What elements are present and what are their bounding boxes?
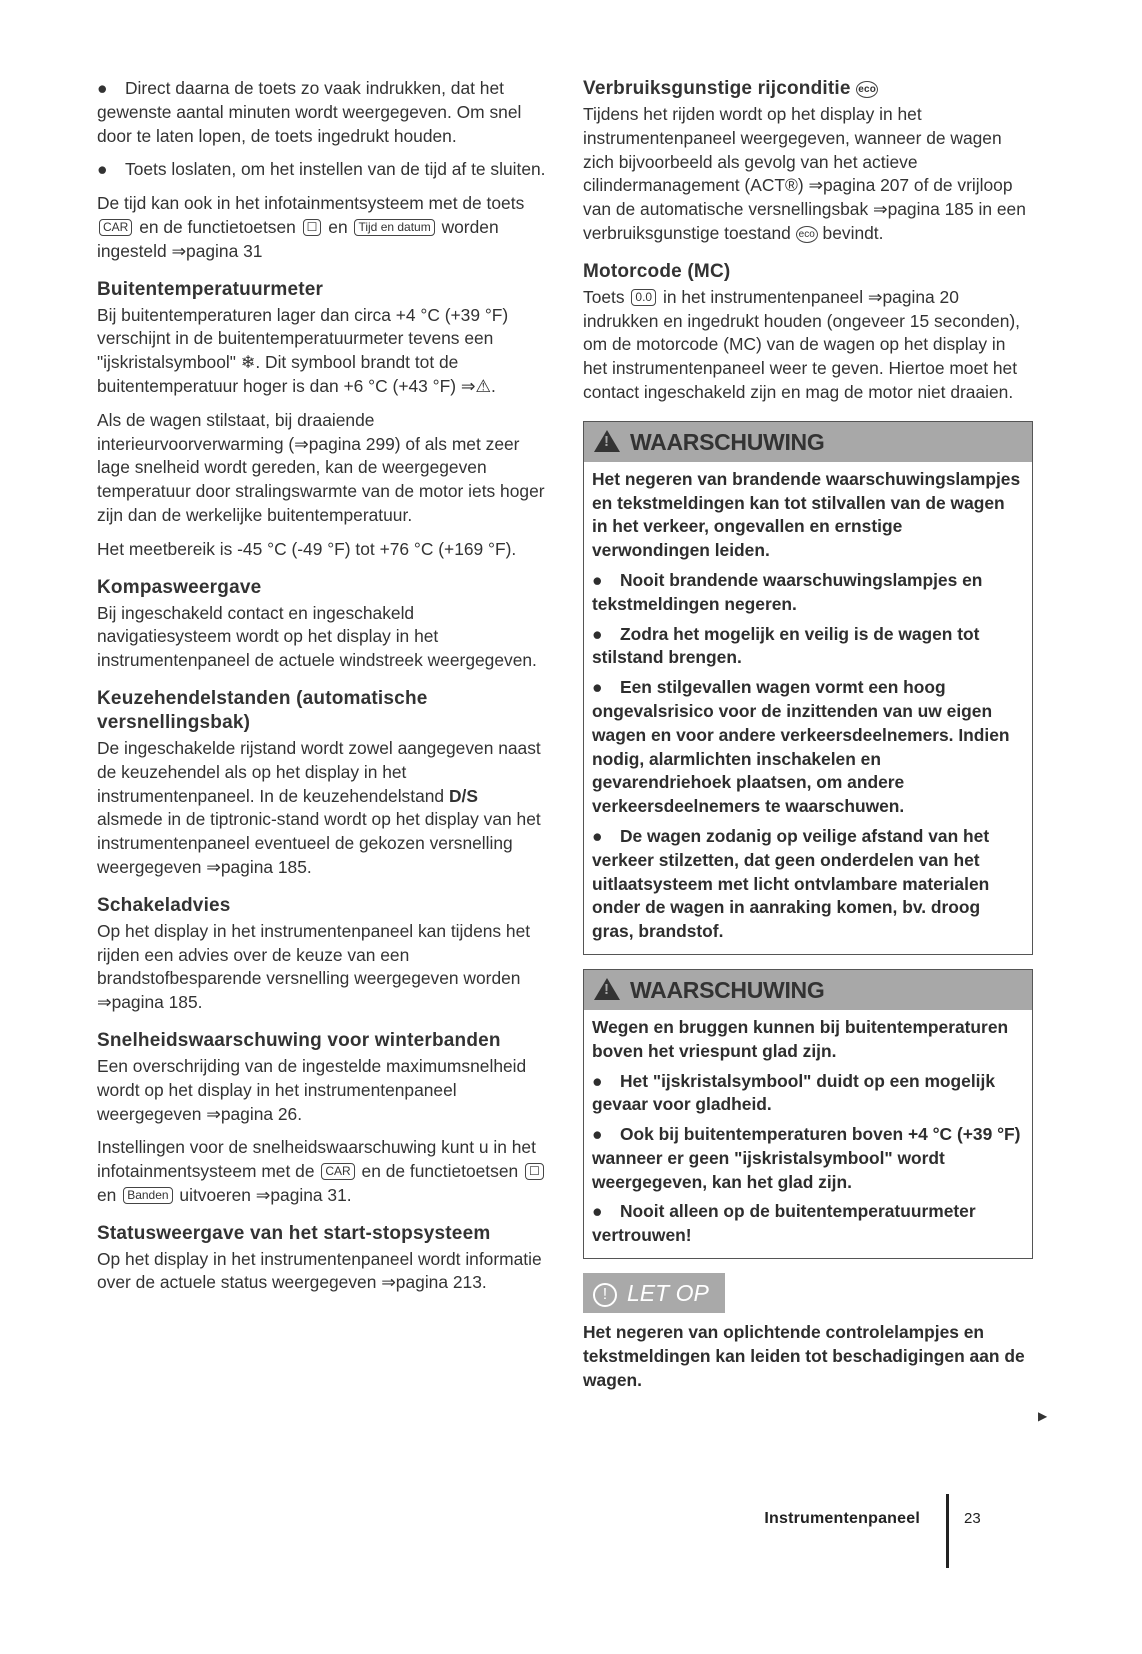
paragraph: Instellingen voor de snelheidswaarschuwing kunt u in het infotainmentsysteem met de CAR en de functietoetsen ☐ en Banden uitvoeren ⇒pagina 31. — [97, 1136, 547, 1207]
function-key-icon: ☐ — [303, 219, 322, 236]
paragraph: Tijdens het rijden wordt op het display in het instrumentenpaneel weergegeven, wanneer de wagen zich bijvoorbeeld als gevolg van het actieve cilindermanagement (ACT®) ⇒pagina 207 of de vrijloop van de automatische versnellingsbak ⇒pagina 185 in een verbruiksgunstige toestand eco bevindt. — [583, 104, 1026, 243]
footer-section-title: Instrumentenpaneel — [764, 1510, 920, 1527]
car-key-icon: CAR — [321, 1163, 354, 1180]
paragraph: Een overschrijding van de ingestelde maximumsnelheid wordt op het display in het instrumentenpaneel weergegeven ⇒pagina 26. — [97, 1055, 527, 1124]
continue-arrow-icon: ▶ — [1038, 1409, 1048, 1423]
warning-header: !WAARSCHUWING — [584, 970, 1032, 1010]
notice-header: ! LET OP — [583, 1273, 725, 1313]
tijd-datum-key: Tijd en datum — [354, 219, 434, 236]
trip-reset-key-icon: 0.0 — [631, 289, 656, 306]
bullet-item: ● Direct daarna de toets zo vaak indrukken, dat het gewenste aantal minuten wordt weergegeven. Om snel door te laten lopen, de toets ingedrukt houden. — [97, 78, 522, 146]
page-number: 23 — [964, 1510, 981, 1527]
paragraph: Het meetbereik is -45 °C (-49 °F) tot +76 °C (+169 °F). — [97, 538, 517, 559]
warning-box — [583, 969, 1033, 1259]
heading-kompasweergave: Kompasweergave — [97, 576, 262, 598]
paragraph: Op het display in het instrumentenpaneel wordt informatie over de actuele status weergegeven ⇒pagina 213. — [97, 1248, 542, 1293]
function-key-icon: ☐ — [525, 1163, 544, 1180]
paragraph: Toets 0.0 in het instrumentenpaneel ⇒pagina 20 indrukken en ingedrukt houden (ongeveer 15 seconden), om de motorcode (MC) van de wagen op het display in het instrumentenpaneel weer te geven. Hiertoe moet het contact ingeschakeld zijn en mag de motor niet draaien. — [583, 286, 1021, 402]
warning-header: !WAARSCHUWING — [584, 422, 1032, 462]
footer-divider — [946, 1494, 949, 1568]
bullet-text: Toets loslaten, om het instellen van de tijd af te sluiten. — [125, 159, 546, 180]
bullet-item: ● Zodra het mogelijk en veilig is de wagen tot stilstand brengen. — [592, 623, 980, 668]
paragraph: Bij buitentemperaturen lager dan circa +4 °C (+39 °F) verschijnt in de buitentemperatuurmeter tevens een "ijskristalsymbool" ❄. Dit symbool brandt tot de buitentemperatuur hoger is dan +6 °C (+43 °F) ⇒⚠. — [97, 304, 509, 396]
left-column — [97, 77, 547, 1305]
bullet-item: ● Nooit brandende waarschuwingslampjes en tekstmeldingen negeren. — [592, 569, 983, 614]
bullet-item: ● Ook bij buitentemperaturen boven +4 °C (+39 °F) wanneer er geen "ijskristalsymbool" wordt weergegeven, kan het glad zijn. — [592, 1124, 1021, 1192]
heading-buitentemperatuurmeter: Buitentemperatuurmeter — [97, 278, 324, 300]
eco-icon: eco — [856, 81, 878, 98]
heading-keuzehendelstanden: Keuzehendelstanden (automatische versnellingsbak) — [97, 687, 428, 733]
right-column — [583, 77, 1033, 1402]
heading-verbruiksgunstig: Verbruiksgunstige rijconditie eco — [583, 77, 1033, 101]
paragraph: De tijd kan ook in het infotainmentsysteem met de toets CAR en de functietoetsen ☐ en Tijd en datum worden ingesteld ⇒pagina 31 — [97, 193, 525, 261]
banden-key: Banden — [123, 1187, 172, 1204]
bullet-item: ● Nooit alleen op de buitentemperatuurmeter vertrouwen! — [592, 1201, 976, 1246]
bullet-item: ● Een stilgevallen wagen vormt een hoog ongevalsrisico voor de inzittenden van uw eigen wagen en voor andere verkeersdeelnemers. Indien nodig, alarmlichten inschakelen en gevarendriehoek plaatsen, om andere verkeersdeelnemers te waarschuwen. — [592, 677, 1010, 817]
paragraph: Op het display in het instrumentenpaneel kan tijdens het rijden een advies over de keuze van een brandstofbesparende versnelling weergegeven worden ⇒pagina 185. — [97, 920, 531, 1013]
notice-text: Het negeren van oplichtende controlelampjes en tekstmeldingen kan leiden tot beschadigingen aan de wagen. — [583, 1322, 1025, 1390]
warning-triangle-icon — [594, 430, 620, 452]
heading-statusweergave: Statusweergave van het start-stopsysteem — [97, 1222, 491, 1244]
paragraph: Bij ingeschakeld contact en ingeschakeld navigatiesysteem wordt op het display in het instrumentenpaneel de actuele windstreek weergegeven. — [97, 602, 537, 671]
paragraph: De ingeschakelde rijstand wordt zowel aangegeven naast de keuzehendel als op het display in het instrumentenpaneel. In de keuzehendelstand D/S alsmede in de tiptronic-stand wordt op het display van het instrumentenpaneel eventueel de gekozen versnelling weergegeven ⇒pagina 185. — [97, 737, 541, 877]
car-key-icon: CAR — [99, 219, 132, 236]
warning-triangle-icon — [594, 978, 620, 1000]
paragraph: Als de wagen stilstaat, bij draaiende interieurvoorverwarming (⇒pagina 299) of als met zeer lage snelheid wordt gereden, kan de weergegeven temperatuur door stralingswarmte van de motor iets hoger zijn dan de werkelijke buitentemperatuur. — [97, 409, 545, 525]
bullet-item: ● De wagen zodanig op veilige afstand van het verkeer stilzetten, dat geen onderdelen van het uitlaatsysteem met licht ontvlambare materialen onder de wagen in aanraking komen, bv. droog gras, brandstof. — [592, 825, 990, 942]
warning-text: Het negeren van brandende waarschuwingslampjes en tekstmeldingen kan tot stilvallen van de wagen in het verkeer, ongevallen en ernstige verwondingen leiden. — [592, 468, 1021, 561]
heading-snelheidswaarschuwing: Snelheidswaarschuwing voor winterbanden — [97, 1029, 501, 1051]
bullet-item: ● Toets loslaten, om het instellen van de tijd af te sluiten. — [97, 159, 546, 180]
bullet-text: Direct daarna de toets zo vaak indrukken, dat het gewenste aantal minuten wordt weergegeven. Om snel door te laten lopen, de toets ingedrukt houden. — [97, 78, 522, 146]
heading-motorcode: Motorcode (MC) — [583, 260, 731, 282]
bullet-item: ● Het "ijskristalsymbool" duidt op een mogelijk gevaar voor gladheid. — [592, 1070, 996, 1115]
exclamation-circle-icon: ! — [593, 1283, 617, 1307]
heading-schakeladvies: Schakeladvies — [97, 894, 231, 916]
eco-icon: eco — [796, 226, 818, 243]
warning-text: Wegen en bruggen kunnen bij buitentemperaturen boven het vriespunt glad zijn. — [592, 1016, 1009, 1061]
warning-box — [583, 421, 1033, 955]
